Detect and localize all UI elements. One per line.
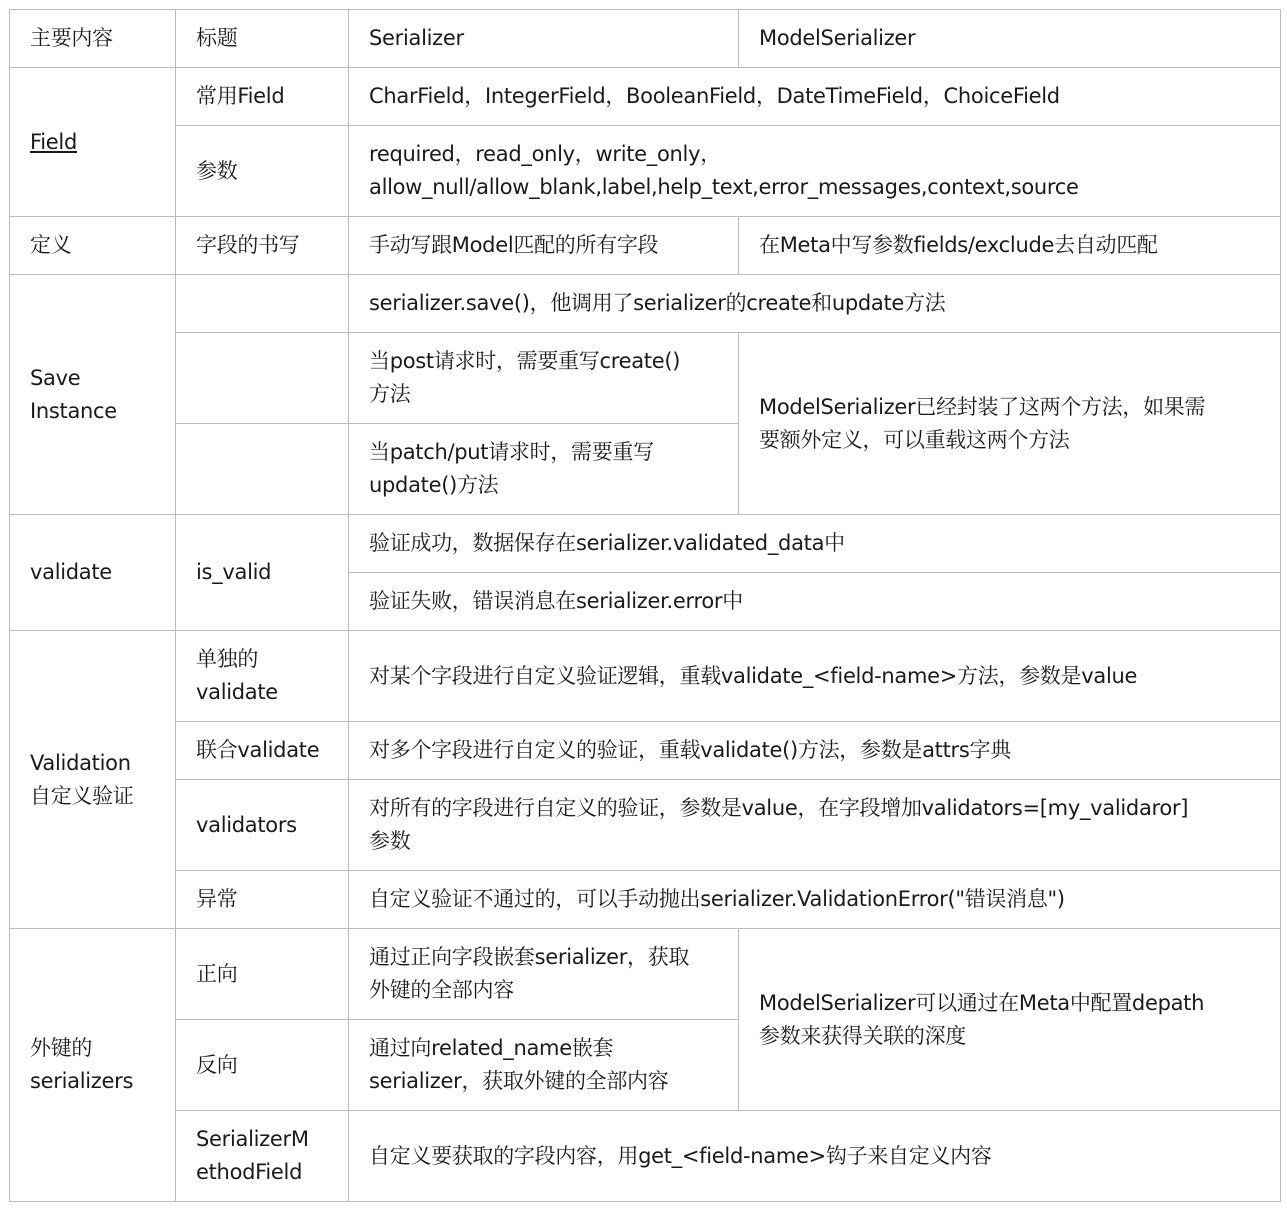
forward-label: 正向 bbox=[176, 929, 349, 1020]
common-field-label: 常用Field bbox=[176, 68, 349, 126]
definition-model-serializer: 在Meta中写参数fields/exclude去自动匹配 bbox=[739, 217, 1281, 275]
table-row bbox=[10, 515, 1281, 573]
table-row bbox=[10, 722, 1281, 780]
section-definition: 定义 bbox=[10, 217, 176, 275]
header-model-serializer: ModelSerializer bbox=[739, 10, 1281, 68]
section-validation: Validation 自定义验证 bbox=[10, 631, 176, 929]
table-row bbox=[10, 1111, 1281, 1202]
table-row bbox=[10, 68, 1281, 126]
is-valid-label: is_valid bbox=[176, 515, 349, 631]
exception-desc: 自定义验证不通过的，可以手动抛出serializer.ValidationError("错误消息") bbox=[349, 871, 1281, 929]
table-row bbox=[10, 631, 1281, 722]
definition-serializer: 手动写跟Model匹配的所有字段 bbox=[349, 217, 739, 275]
table-row bbox=[10, 871, 1281, 929]
params-label: 参数 bbox=[176, 126, 349, 217]
section-save-instance: Save Instance bbox=[10, 275, 176, 515]
header-serializer: Serializer bbox=[349, 10, 739, 68]
save-empty-label bbox=[176, 275, 349, 333]
joint-validate-desc: 对多个字段进行自定义的验证，重载validate()方法，参数是attrs字典 bbox=[349, 722, 1281, 780]
single-validate-desc: 对某个字段进行自定义验证逻辑，重载validate_<field-name>方法，参数是value bbox=[349, 631, 1281, 722]
method-field-desc: 自定义要获取的字段内容，用get_<field-name>钩子来自定义内容 bbox=[349, 1111, 1281, 1202]
save-model-desc: ModelSerializer已经封装了这两个方法，如果需 要额外定义，可以重载这两个方法 bbox=[739, 333, 1281, 515]
patch-desc: 当patch/put请求时，需要重写 update()方法 bbox=[349, 424, 739, 515]
serializer-comparison-table bbox=[9, 9, 1281, 1202]
save-desc: serializer.save()，他调用了serializer的create和update方法 bbox=[349, 275, 1281, 333]
forward-desc: 通过正向字段嵌套serializer，获取 外键的全部内容 bbox=[349, 929, 739, 1020]
reverse-label: 反向 bbox=[176, 1020, 349, 1111]
section-validate: validate bbox=[10, 515, 176, 631]
patch-empty-label bbox=[176, 424, 349, 515]
field-link[interactable]: Field bbox=[30, 129, 77, 154]
header-row bbox=[10, 10, 1281, 68]
validate-failure: 验证失败，错误消息在serializer.error中 bbox=[349, 573, 1281, 631]
validators-label: validators bbox=[176, 780, 349, 871]
post-desc: 当post请求时，需要重写create() 方法 bbox=[349, 333, 739, 424]
depth-desc: ModelSerializer可以通过在Meta中配置depath 参数来获得关联的深度 bbox=[739, 929, 1281, 1111]
validators-desc: 对所有的字段进行自定义的验证，参数是value，在字段增加validators=[my_validaror] 参数 bbox=[349, 780, 1281, 871]
section-field bbox=[10, 68, 176, 217]
table-row bbox=[10, 217, 1281, 275]
header-main-content: 主要内容 bbox=[10, 10, 176, 68]
params-value: required，read_only，write_only， allow_null/allow_blank,label,help_text,error_messages,context,source bbox=[349, 126, 1281, 217]
single-validate-label: 单独的 validate bbox=[176, 631, 349, 722]
header-title: 标题 bbox=[176, 10, 349, 68]
common-field-value: CharField，IntegerField，BooleanField，DateTimeField，ChoiceField bbox=[349, 68, 1281, 126]
table-row bbox=[10, 780, 1281, 871]
post-empty-label bbox=[176, 333, 349, 424]
exception-label: 异常 bbox=[176, 871, 349, 929]
section-foreign-key: 外键的 serializers bbox=[10, 929, 176, 1202]
joint-validate-label: 联合validate bbox=[176, 722, 349, 780]
definition-label: 字段的书写 bbox=[176, 217, 349, 275]
table-row bbox=[10, 275, 1281, 333]
table-row bbox=[10, 929, 1281, 1020]
method-field-label: SerializerM ethodField bbox=[176, 1111, 349, 1202]
reverse-desc: 通过向related_name嵌套 serializer，获取外键的全部内容 bbox=[349, 1020, 739, 1111]
validate-success: 验证成功，数据保存在serializer.validated_data中 bbox=[349, 515, 1281, 573]
table-row bbox=[10, 333, 1281, 424]
table-row bbox=[10, 126, 1281, 217]
